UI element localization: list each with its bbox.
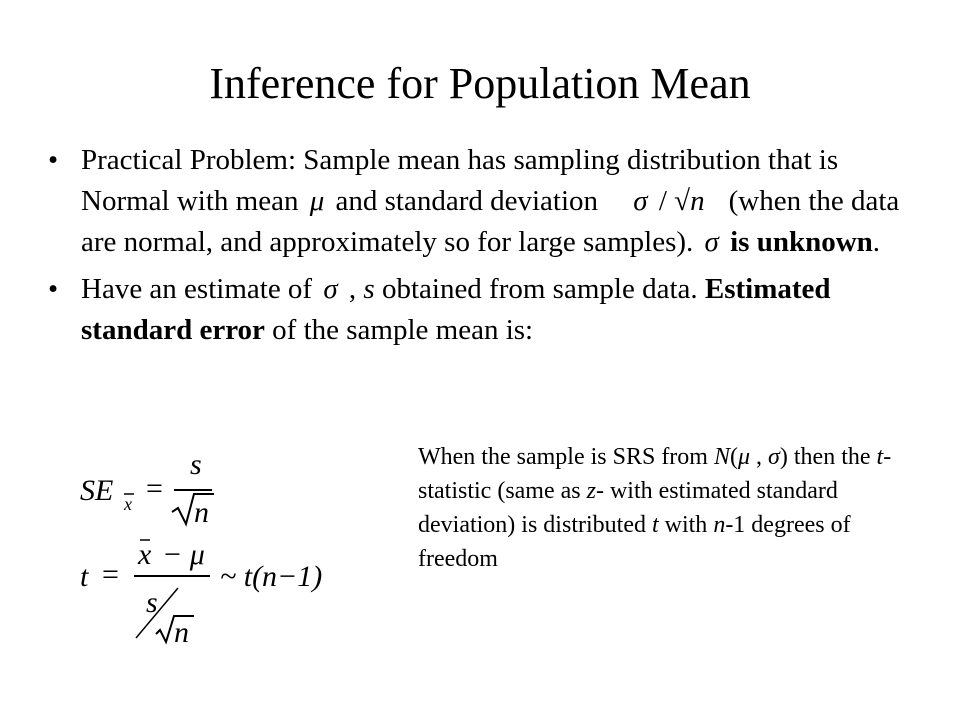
note-text: ) then the xyxy=(779,444,877,470)
bullet-1-paren: (when the data are normal, and approximately so for large samples). xyxy=(81,185,900,258)
note-z: z xyxy=(586,478,596,504)
t-formula xyxy=(80,538,322,649)
t-numerator-x: x xyxy=(138,538,152,571)
sigma-symbol: σ xyxy=(323,273,338,305)
note-n: n xyxy=(713,512,726,538)
note-t2: t xyxy=(651,512,659,538)
mu-symbol: μ xyxy=(309,185,325,217)
bullet-2-end: of the sample mean is: xyxy=(264,314,534,346)
note-N: N xyxy=(713,444,730,470)
sigma-symbol-2: σ xyxy=(704,226,719,258)
note-t: t xyxy=(876,444,884,470)
bullet-marker: • xyxy=(48,144,59,176)
t-numerator-rest: − μ xyxy=(162,538,205,571)
t-denominator-s: s xyxy=(146,586,158,619)
note-comma: , xyxy=(750,444,769,470)
se-formula xyxy=(80,452,214,529)
se-numerator: s xyxy=(190,452,202,481)
t-equals: = xyxy=(102,558,119,591)
se-lhs: SE xyxy=(80,474,114,507)
is-unknown-text: is unknown xyxy=(722,226,873,258)
comma: , xyxy=(341,273,364,305)
bullet-2-lead: Have an estimate of xyxy=(81,273,320,305)
se-equals: = xyxy=(146,472,163,505)
t-lhs: t xyxy=(80,560,89,593)
s-symbol: s xyxy=(363,273,375,305)
bullet-practical-problem xyxy=(48,140,928,263)
bullet-1-mid: and standard deviation xyxy=(328,185,606,217)
bullet-1-lead: Practical Problem: Sample mean has sampling distribution that is Normal with mean xyxy=(81,144,839,217)
note-text: -statistic (same as xyxy=(418,444,892,504)
formula-graphic xyxy=(80,452,380,652)
note-sigma: σ xyxy=(768,444,780,470)
note-text: When the sample is SRS from xyxy=(418,444,714,470)
sigma-symbol: σ xyxy=(633,185,648,217)
bullet-1-end: . xyxy=(872,226,881,258)
bullet-list xyxy=(48,140,928,357)
note-text: - with estimated standard deviation) is distributed xyxy=(418,478,838,538)
note-text: with xyxy=(658,512,714,538)
se-subscript: x xyxy=(124,494,132,514)
slash: / xyxy=(651,185,675,217)
bullet-estimate xyxy=(48,269,928,351)
note-text: -1 degrees of freedom xyxy=(418,512,851,572)
sqrt-n: √n xyxy=(674,185,705,217)
bullet-marker: • xyxy=(48,273,59,305)
formulas xyxy=(80,452,380,652)
estimated-standard-error-term: Estimated standard error xyxy=(81,273,831,346)
slide-title: Inference for Population Mean xyxy=(209,59,751,108)
note-mu: μ xyxy=(737,444,751,470)
bullet-2-mid: obtained from sample data. xyxy=(374,273,705,305)
srs-note xyxy=(418,440,918,576)
t-rhs: ~ t(n−1) xyxy=(220,560,323,593)
note-paren-open: ( xyxy=(729,444,738,470)
t-denominator-n: n xyxy=(174,616,189,649)
se-denominator: n xyxy=(194,496,209,529)
